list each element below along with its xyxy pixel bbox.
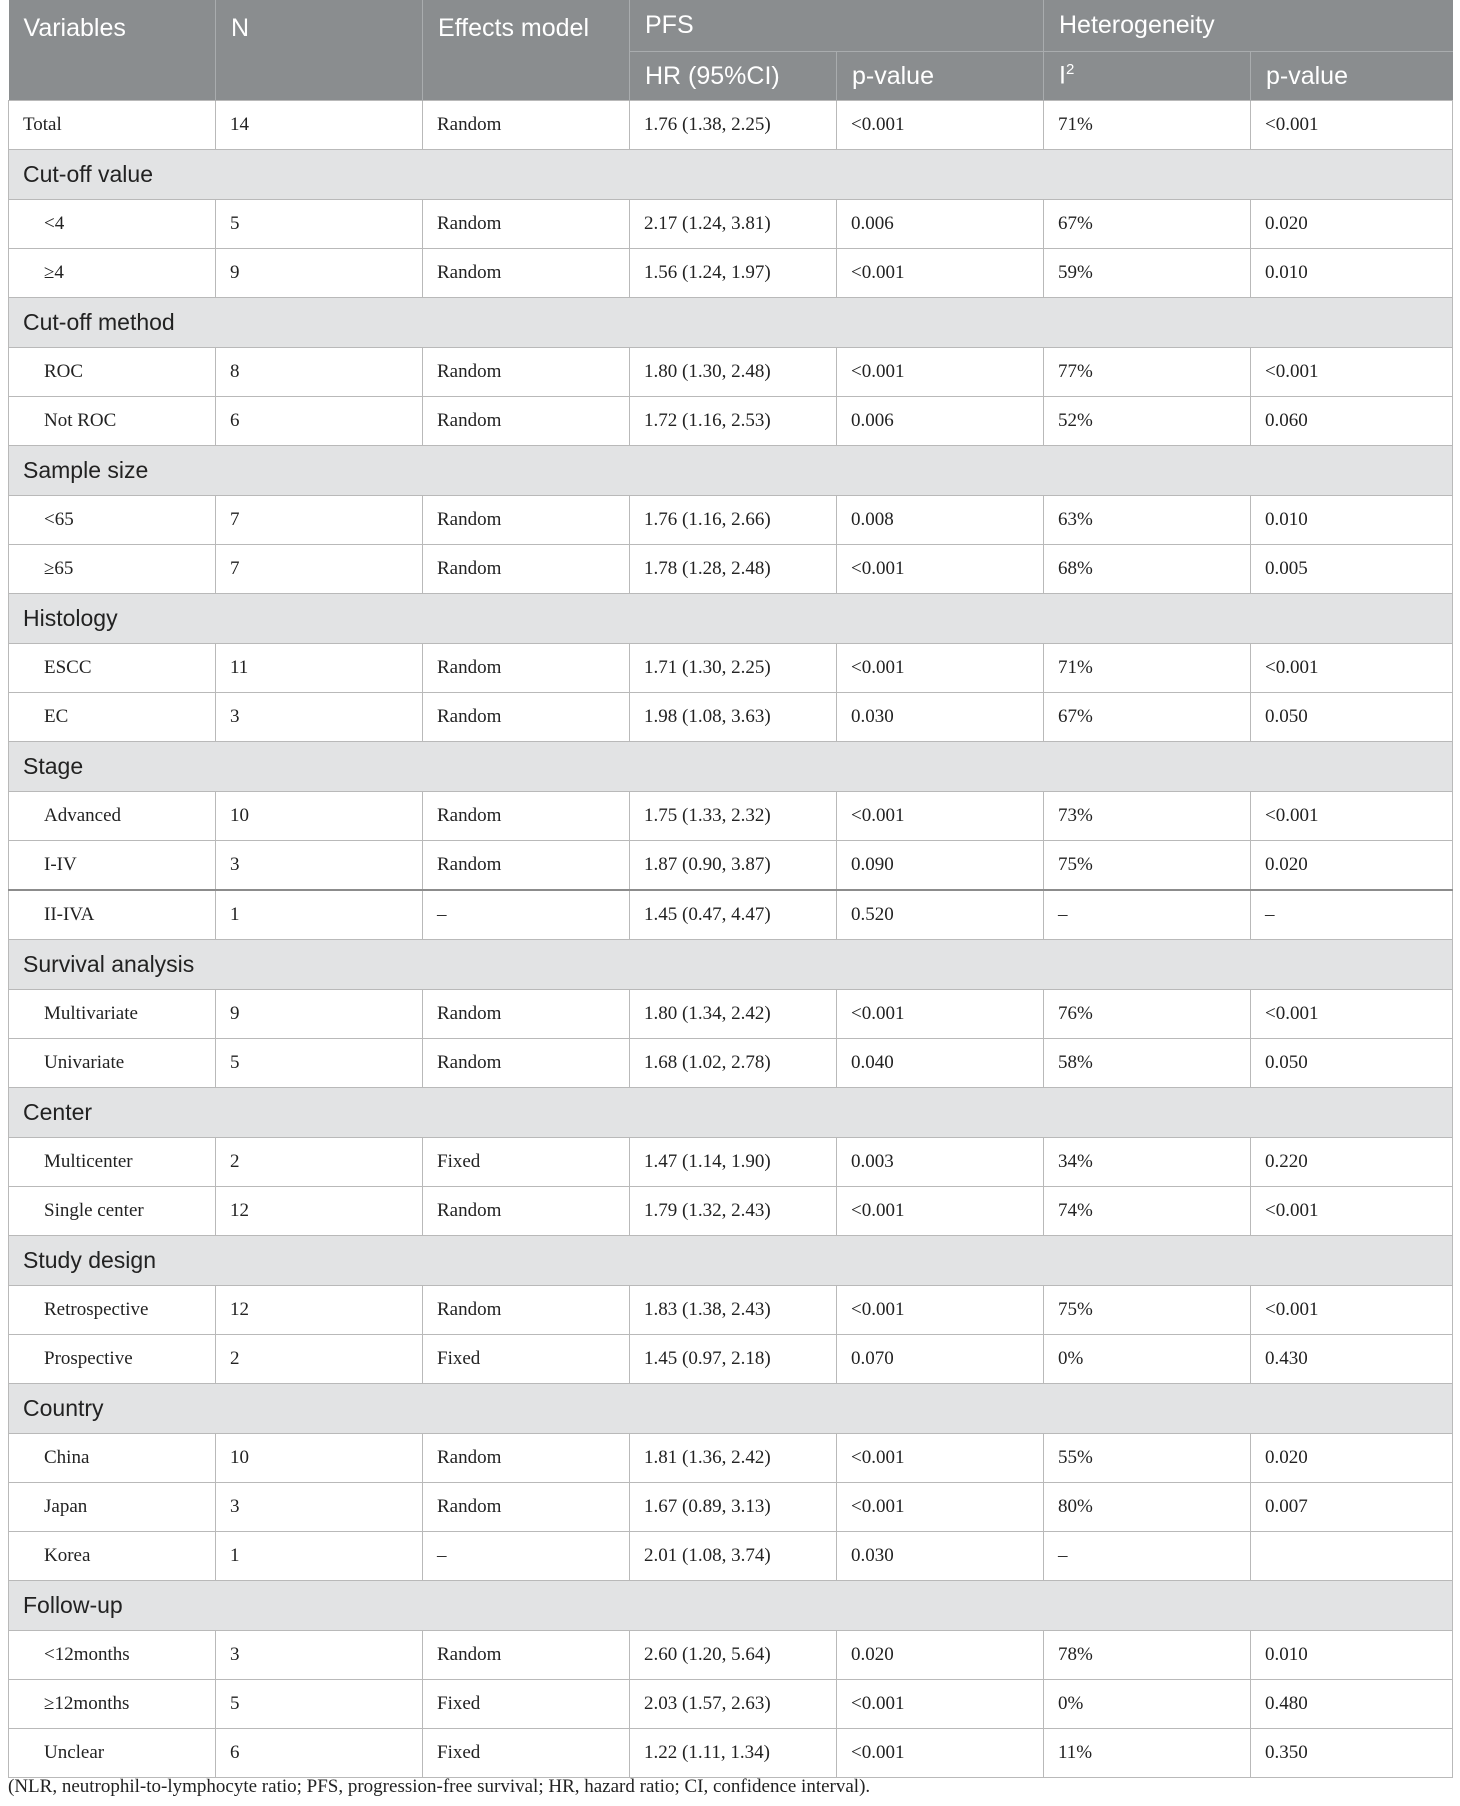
cell-effects-model: Fixed xyxy=(423,1680,630,1729)
cell-effects-model: Random xyxy=(423,545,630,594)
cell-n: 5 xyxy=(216,200,423,249)
section-row xyxy=(9,594,1453,644)
table-row xyxy=(9,693,1453,742)
cell-heterogeneity-p-value: 0.010 xyxy=(1251,249,1453,298)
cell-heterogeneity-p-value: 0.007 xyxy=(1251,1483,1453,1532)
cell-i-squared: 11% xyxy=(1044,1729,1251,1778)
cell-hr-ci: 1.80 (1.30, 2.48) xyxy=(630,348,837,397)
cell-pfs-p-value: 0.020 xyxy=(837,1631,1044,1680)
cell-i-squared: – xyxy=(1044,890,1251,940)
cell-i-squared: 0% xyxy=(1044,1335,1251,1384)
cell-variable: ≥4 xyxy=(9,249,216,298)
table-row xyxy=(9,890,1453,940)
cell-i-squared: 67% xyxy=(1044,693,1251,742)
cell-i-squared: 74% xyxy=(1044,1187,1251,1236)
cell-i-squared: 73% xyxy=(1044,792,1251,841)
cell-hr-ci: 1.83 (1.38, 2.43) xyxy=(630,1286,837,1335)
section-row xyxy=(9,1088,1453,1138)
cell-i-squared: – xyxy=(1044,1532,1251,1581)
cell-effects-model: Random xyxy=(423,101,630,150)
cell-effects-model: Random xyxy=(423,348,630,397)
cell-effects-model: Random xyxy=(423,1286,630,1335)
cell-variable: Advanced xyxy=(9,792,216,841)
cell-i-squared: 76% xyxy=(1044,990,1251,1039)
header-pfs: PFS xyxy=(630,0,1044,52)
cell-heterogeneity-p-value: 0.430 xyxy=(1251,1335,1453,1384)
cell-n: 7 xyxy=(216,496,423,545)
cell-variable: ESCC xyxy=(9,644,216,693)
cell-effects-model: Random xyxy=(423,1631,630,1680)
cell-effects-model: Fixed xyxy=(423,1729,630,1778)
header-heterogeneity-p-value: p-value xyxy=(1251,52,1453,101)
cell-hr-ci: 1.47 (1.14, 1.90) xyxy=(630,1138,837,1187)
cell-pfs-p-value: <0.001 xyxy=(837,1434,1044,1483)
cell-heterogeneity-p-value: 0.480 xyxy=(1251,1680,1453,1729)
table-row xyxy=(9,1138,1453,1187)
cell-n: 3 xyxy=(216,841,423,891)
cell-pfs-p-value: <0.001 xyxy=(837,1286,1044,1335)
table-row xyxy=(9,397,1453,446)
cell-i-squared: 0% xyxy=(1044,1680,1251,1729)
table-row xyxy=(9,644,1453,693)
cell-effects-model: Random xyxy=(423,1039,630,1088)
cell-n: 9 xyxy=(216,990,423,1039)
cell-heterogeneity-p-value: 0.060 xyxy=(1251,397,1453,446)
cell-i-squared: 71% xyxy=(1044,644,1251,693)
cell-heterogeneity-p-value: 0.020 xyxy=(1251,1434,1453,1483)
cell-n: 7 xyxy=(216,545,423,594)
cell-pfs-p-value: <0.001 xyxy=(837,990,1044,1039)
cell-effects-model: Random xyxy=(423,1187,630,1236)
cell-i-squared: 77% xyxy=(1044,348,1251,397)
cell-pfs-p-value: <0.001 xyxy=(837,348,1044,397)
cell-heterogeneity-p-value: <0.001 xyxy=(1251,348,1453,397)
section-row xyxy=(9,150,1453,200)
cell-hr-ci: 2.60 (1.20, 5.64) xyxy=(630,1631,837,1680)
cell-effects-model: Fixed xyxy=(423,1335,630,1384)
section-title: Survival analysis xyxy=(9,940,1453,990)
cell-hr-ci: 2.03 (1.57, 2.63) xyxy=(630,1680,837,1729)
header-hr-ci: HR (95%CI) xyxy=(630,52,837,101)
table-row xyxy=(9,792,1453,841)
table-row xyxy=(9,841,1453,891)
cell-hr-ci: 1.45 (0.97, 2.18) xyxy=(630,1335,837,1384)
cell-hr-ci: 1.98 (1.08, 3.63) xyxy=(630,693,837,742)
section-title: Cut-off value xyxy=(9,150,1453,200)
header-variables: Variables xyxy=(9,0,216,101)
cell-i-squared: 34% xyxy=(1044,1138,1251,1187)
cell-i-squared: 58% xyxy=(1044,1039,1251,1088)
cell-hr-ci: 1.67 (0.89, 3.13) xyxy=(630,1483,837,1532)
cell-hr-ci: 1.76 (1.16, 2.66) xyxy=(630,496,837,545)
cell-variable: I-IV xyxy=(9,841,216,891)
section-row xyxy=(9,940,1453,990)
section-row xyxy=(9,446,1453,496)
cell-effects-model: Random xyxy=(423,200,630,249)
cell-hr-ci: 1.56 (1.24, 1.97) xyxy=(630,249,837,298)
cell-variable: Single center xyxy=(9,1187,216,1236)
cell-i-squared: 68% xyxy=(1044,545,1251,594)
cell-n: 5 xyxy=(216,1680,423,1729)
cell-pfs-p-value: <0.001 xyxy=(837,249,1044,298)
cell-effects-model: Random xyxy=(423,496,630,545)
header-effects-model: Effects model xyxy=(423,0,630,101)
cell-variable: ROC xyxy=(9,348,216,397)
cell-n: 6 xyxy=(216,1729,423,1778)
cell-n: 5 xyxy=(216,1039,423,1088)
cell-pfs-p-value: 0.040 xyxy=(837,1039,1044,1088)
table-row xyxy=(9,1434,1453,1483)
cell-i-squared: 67% xyxy=(1044,200,1251,249)
table-footnote: (NLR, neutrophil-to-lymphocyte ratio; PFS, progression-free survival; HR, hazard ratio; CI, confidence interval). xyxy=(8,1776,871,1797)
cell-n: 10 xyxy=(216,1434,423,1483)
cell-pfs-p-value: <0.001 xyxy=(837,1483,1044,1532)
cell-hr-ci: 2.01 (1.08, 3.74) xyxy=(630,1532,837,1581)
table-row xyxy=(9,1680,1453,1729)
cell-n: 3 xyxy=(216,693,423,742)
section-row xyxy=(9,1581,1453,1631)
cell-i-squared: 63% xyxy=(1044,496,1251,545)
cell-pfs-p-value: 0.006 xyxy=(837,397,1044,446)
cell-effects-model: Random xyxy=(423,990,630,1039)
cell-n: 3 xyxy=(216,1483,423,1532)
header-pfs-p-value: p-value xyxy=(837,52,1044,101)
cell-heterogeneity-p-value: <0.001 xyxy=(1251,101,1453,150)
i-squared-superscript: 2 xyxy=(1065,61,1075,79)
cell-i-squared: 59% xyxy=(1044,249,1251,298)
section-title: Cut-off method xyxy=(9,298,1453,348)
cell-effects-model: Random xyxy=(423,644,630,693)
section-row xyxy=(9,1236,1453,1286)
cell-variable: <12months xyxy=(9,1631,216,1680)
cell-heterogeneity-p-value: 0.020 xyxy=(1251,841,1453,891)
cell-heterogeneity-p-value: 0.220 xyxy=(1251,1138,1453,1187)
cell-hr-ci: 1.71 (1.30, 2.25) xyxy=(630,644,837,693)
cell-pfs-p-value: 0.030 xyxy=(837,1532,1044,1581)
cell-pfs-p-value: 0.006 xyxy=(837,200,1044,249)
cell-pfs-p-value: 0.520 xyxy=(837,890,1044,940)
table-header xyxy=(9,0,1453,101)
cell-pfs-p-value: 0.003 xyxy=(837,1138,1044,1187)
cell-pfs-p-value: <0.001 xyxy=(837,101,1044,150)
cell-n: 14 xyxy=(216,101,423,150)
cell-heterogeneity-p-value: <0.001 xyxy=(1251,792,1453,841)
cell-pfs-p-value: 0.070 xyxy=(837,1335,1044,1384)
section-title: Sample size xyxy=(9,446,1453,496)
header-heterogeneity: Heterogeneity xyxy=(1044,0,1453,52)
section-title: Study design xyxy=(9,1236,1453,1286)
cell-heterogeneity-p-value: 0.350 xyxy=(1251,1729,1453,1778)
table-row xyxy=(9,1532,1453,1581)
table-row xyxy=(9,249,1453,298)
cell-effects-model: Random xyxy=(423,841,630,891)
cell-effects-model: Random xyxy=(423,397,630,446)
cell-pfs-p-value: <0.001 xyxy=(837,1187,1044,1236)
cell-variable: China xyxy=(9,1434,216,1483)
cell-n: 1 xyxy=(216,1532,423,1581)
cell-heterogeneity-p-value: <0.001 xyxy=(1251,1187,1453,1236)
section-row xyxy=(9,1384,1453,1434)
section-row xyxy=(9,742,1453,792)
cell-variable: Multivariate xyxy=(9,990,216,1039)
cell-effects-model: Random xyxy=(423,249,630,298)
cell-variable: Univariate xyxy=(9,1039,216,1088)
table-row xyxy=(9,1631,1453,1680)
cell-i-squared: 71% xyxy=(1044,101,1251,150)
section-row xyxy=(9,298,1453,348)
cell-effects-model: Random xyxy=(423,792,630,841)
i-squared-base: I xyxy=(1059,61,1066,90)
cell-effects-model: Random xyxy=(423,1483,630,1532)
cell-variable: Korea xyxy=(9,1532,216,1581)
cell-variable: <65 xyxy=(9,496,216,545)
cell-variable: Not ROC xyxy=(9,397,216,446)
cell-pfs-p-value: 0.090 xyxy=(837,841,1044,891)
table-row xyxy=(9,990,1453,1039)
cell-i-squared: 52% xyxy=(1044,397,1251,446)
cell-variable: Total xyxy=(9,101,216,150)
cell-effects-model: Random xyxy=(423,693,630,742)
cell-n: 12 xyxy=(216,1187,423,1236)
cell-pfs-p-value: <0.001 xyxy=(837,792,1044,841)
table-row xyxy=(9,1286,1453,1335)
cell-heterogeneity-p-value: <0.001 xyxy=(1251,990,1453,1039)
cell-hr-ci: 1.79 (1.32, 2.43) xyxy=(630,1187,837,1236)
table-row xyxy=(9,545,1453,594)
cell-effects-model: – xyxy=(423,1532,630,1581)
cell-pfs-p-value: 0.008 xyxy=(837,496,1044,545)
cell-variable: Multicenter xyxy=(9,1138,216,1187)
cell-variable: ≥65 xyxy=(9,545,216,594)
cell-hr-ci: 1.80 (1.34, 2.42) xyxy=(630,990,837,1039)
cell-hr-ci: 1.22 (1.11, 1.34) xyxy=(630,1729,837,1778)
cell-n: 3 xyxy=(216,1631,423,1680)
cell-n: 8 xyxy=(216,348,423,397)
cell-hr-ci: 1.81 (1.36, 2.42) xyxy=(630,1434,837,1483)
table-row xyxy=(9,1187,1453,1236)
cell-hr-ci: 1.68 (1.02, 2.78) xyxy=(630,1039,837,1088)
table-row xyxy=(9,1729,1453,1778)
cell-n: 2 xyxy=(216,1138,423,1187)
section-title: Country xyxy=(9,1384,1453,1434)
cell-n: 11 xyxy=(216,644,423,693)
cell-pfs-p-value: <0.001 xyxy=(837,545,1044,594)
cell-variable: ≥12months xyxy=(9,1680,216,1729)
header-n: N xyxy=(216,0,423,101)
cell-heterogeneity-p-value: 0.010 xyxy=(1251,496,1453,545)
cell-hr-ci: 2.17 (1.24, 3.81) xyxy=(630,200,837,249)
cell-heterogeneity-p-value: <0.001 xyxy=(1251,1286,1453,1335)
cell-heterogeneity-p-value: 0.010 xyxy=(1251,1631,1453,1680)
cell-hr-ci: 1.75 (1.33, 2.32) xyxy=(630,792,837,841)
table-row xyxy=(9,1335,1453,1384)
section-title: Center xyxy=(9,1088,1453,1138)
cell-variable: <4 xyxy=(9,200,216,249)
results-table-container xyxy=(8,0,1452,1778)
cell-effects-model: – xyxy=(423,890,630,940)
cell-n: 10 xyxy=(216,792,423,841)
table-row xyxy=(9,1039,1453,1088)
cell-i-squared: 55% xyxy=(1044,1434,1251,1483)
cell-heterogeneity-p-value: 0.050 xyxy=(1251,693,1453,742)
section-title: Histology xyxy=(9,594,1453,644)
cell-n: 1 xyxy=(216,890,423,940)
cell-i-squared: 75% xyxy=(1044,1286,1251,1335)
cell-variable: II-IVA xyxy=(9,890,216,940)
table-row xyxy=(9,496,1453,545)
cell-variable: EC xyxy=(9,693,216,742)
cell-i-squared: 80% xyxy=(1044,1483,1251,1532)
cell-variable: Japan xyxy=(9,1483,216,1532)
table-row xyxy=(9,200,1453,249)
cell-heterogeneity-p-value: <0.001 xyxy=(1251,644,1453,693)
cell-n: 6 xyxy=(216,397,423,446)
cell-i-squared: 75% xyxy=(1044,841,1251,891)
cell-hr-ci: 1.45 (0.47, 4.47) xyxy=(630,890,837,940)
cell-hr-ci: 1.78 (1.28, 2.48) xyxy=(630,545,837,594)
cell-n: 12 xyxy=(216,1286,423,1335)
table-row xyxy=(9,101,1453,150)
header-i-squared xyxy=(1044,52,1251,101)
cell-variable: Retrospective xyxy=(9,1286,216,1335)
section-title: Follow-up xyxy=(9,1581,1453,1631)
cell-variable: Unclear xyxy=(9,1729,216,1778)
cell-n: 9 xyxy=(216,249,423,298)
subgroup-analysis-table xyxy=(8,0,1453,1778)
cell-heterogeneity-p-value: 0.005 xyxy=(1251,545,1453,594)
cell-pfs-p-value: 0.030 xyxy=(837,693,1044,742)
section-title: Stage xyxy=(9,742,1453,792)
cell-hr-ci: 1.87 (0.90, 3.87) xyxy=(630,841,837,891)
cell-effects-model: Fixed xyxy=(423,1138,630,1187)
cell-pfs-p-value: <0.001 xyxy=(837,644,1044,693)
cell-heterogeneity-p-value: – xyxy=(1251,890,1453,940)
cell-pfs-p-value: <0.001 xyxy=(837,1729,1044,1778)
table-row xyxy=(9,1483,1453,1532)
table-row xyxy=(9,348,1453,397)
cell-heterogeneity-p-value: 0.020 xyxy=(1251,200,1453,249)
cell-effects-model: Random xyxy=(423,1434,630,1483)
cell-variable: Prospective xyxy=(9,1335,216,1384)
cell-heterogeneity-p-value xyxy=(1251,1532,1453,1581)
cell-n: 2 xyxy=(216,1335,423,1384)
cell-i-squared: 78% xyxy=(1044,1631,1251,1680)
cell-pfs-p-value: <0.001 xyxy=(837,1680,1044,1729)
cell-hr-ci: 1.72 (1.16, 2.53) xyxy=(630,397,837,446)
cell-hr-ci: 1.76 (1.38, 2.25) xyxy=(630,101,837,150)
cell-heterogeneity-p-value: 0.050 xyxy=(1251,1039,1453,1088)
